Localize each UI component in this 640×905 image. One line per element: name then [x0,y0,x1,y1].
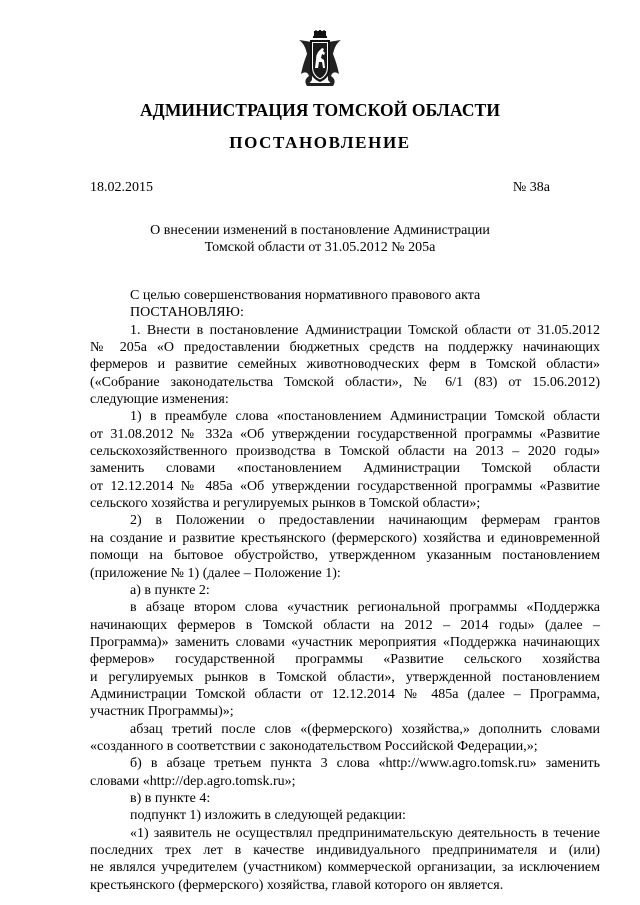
text-line: последних трех лет в качестве индивидуального предпринимателя и (или) [90,843,600,858]
text-line: следующие изменения: [90,392,229,408]
text-line: помощи на бытовое обустройство, утвержденном указанным постановлением [90,548,600,564]
text-line: «1) заявитель не осуществлял предпринимательскую деятельность в течение [130,825,600,841]
clause-1 [90,322,600,409]
emblem [297,30,343,88]
text-line: «созданного в соответствии с законодательством Российской Федерации,»; [90,738,538,754]
text-line: в абзаце втором слова «участник региональной программы «Поддержка [130,600,600,616]
item-a [90,582,600,599]
text-line: № 205а «О предоставлении бюджетных средств на поддержку начинающих [90,340,600,356]
text-line: на создание и развитие крестьянского (фермерского) хозяйства и единовременной [90,530,600,546]
text-line: не являлся учредителем (участником) коммерческой организации, за исключением [90,860,600,876]
text-line: С целью совершенствования нормативного правового акта [130,288,481,303]
text-line: (приложение № 1) (далее – Положение 1): [90,565,341,581]
text-line: 1) в преамбуле слова «постановлением Администрации Томской области [130,409,600,425]
subclause-2 [90,512,600,581]
text-line: от 12.12.2014 № 485а «Об утверждении государственной программы «Развитие [90,478,600,494]
text-line: подпункт 1) изложить в следующей редакции: [130,808,406,824]
text-line: б) в абзаце третьем пункта 3 слова «http://www.agro.tomsk.ru» заменить [130,756,600,772]
text-line: в) в пункте 4: [130,790,211,806]
document-body [90,287,600,894]
item-b [90,755,600,790]
text-line: сельского хозяйства и регулируемых рынков в Томской области»; [90,496,481,512]
text-line: словами «http://dep.agro.tomsk.ru»; [90,773,296,789]
document-date: 18.02.2015 [90,180,153,195]
subitem-1-text [90,825,600,894]
text-line: Администрации Томской области от 12.12.2014 № 485а (далее – Программа, [90,686,600,702]
text-line: ПОСТАНОВЛЯЮ: [130,305,244,321]
text-line: крестьянского (фермерского) хозяйства, главой которого он является. [90,877,504,893]
item-c [90,790,600,807]
text-line: заменить словами «постановлением Администрации Томской области [90,461,600,477]
subitem-1-intro [90,807,600,824]
text-line: и регулируемых рынков в Томской области», утвержденной постановлением [90,669,600,685]
text-line: а) в пункте 2: [130,582,210,598]
text-line: сельскохозяйственного производства в Томской области на 2013 – 2020 годы» [90,444,600,460]
decree-word [90,304,600,321]
paragraph-2-change [90,599,600,720]
preamble-paragraph [90,287,600,304]
text-line: участник Программы)»; [90,704,234,720]
subject-line: Томской области от 31.05.2012 № 205а [204,240,436,255]
text-line: 2) в Положении о предоставлении начинающим фермерам грантов [130,513,600,529]
text-line: начинающих фермеров в Томской области на 2012 – 2014 годы» (далее – [90,617,600,633]
tomsk-coat-of-arms-icon [297,30,343,88]
text-line: абзац третий после слов «(фермерского) хозяйства,» дополнить словами [130,721,600,737]
subclause-1 [90,408,600,512]
paragraph-3-change [90,721,600,756]
text-line: («Собрание законодательства Томской области», № 6/1 (83) от 15.06.2012) [90,374,600,390]
text-line: фермеров и развитие семейных животноводческих ферм в Томской области» [90,357,600,373]
document-subject [0,222,640,256]
subject-line: О внесении изменений в постановление Администрации [150,223,490,238]
text-line: от 31.08.2012 № 332а «Об утверждении государственной программы «Развитие [90,426,600,442]
organization-title: АДМИНИСТРАЦИЯ ТОМСКОЙ ОБЛАСТИ [139,100,501,120]
document-number: № 38а [512,180,550,195]
document-type: ПОСТАНОВЛЕНИЕ [229,133,411,152]
text-line: фермеров» государственной программы «Развитие сельского хозяйства [90,652,600,668]
text-line: Программа)» заменить словами «участник мероприятия «Поддержка начинающих [90,634,600,650]
text-line: 1. Внести в постановление Администрации Томской области от 31.05.2012 [130,322,600,338]
